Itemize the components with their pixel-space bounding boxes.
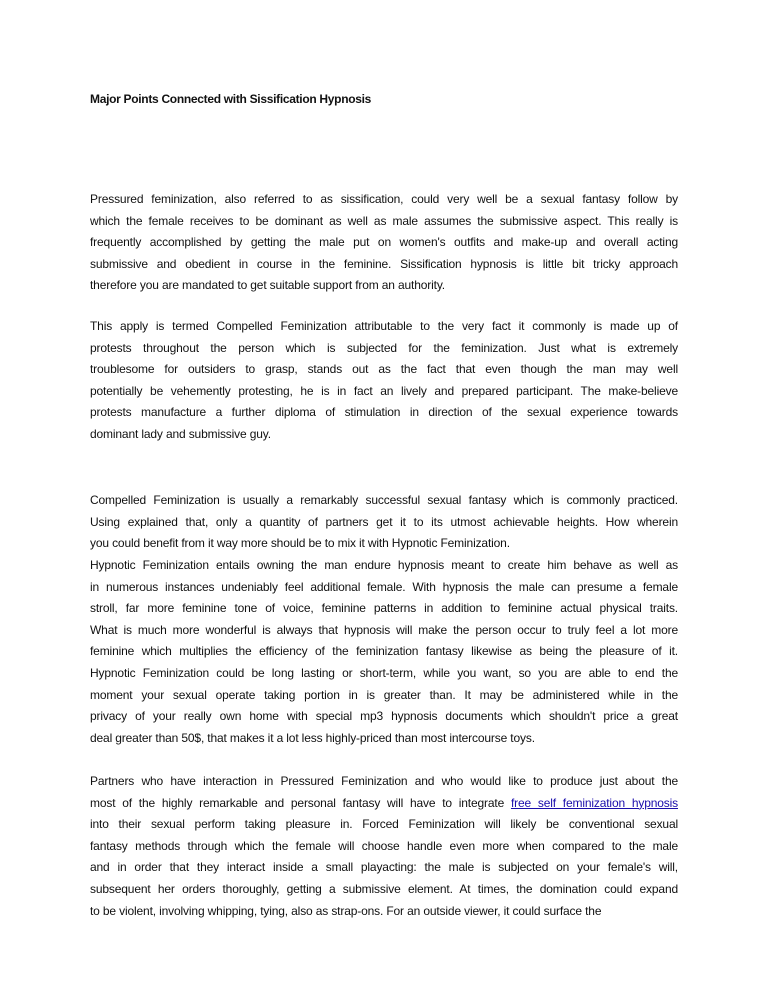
text-line: [90, 254, 678, 276]
text-line: [90, 275, 678, 297]
text-line: [90, 814, 678, 836]
text-line-content: feminine which multiplies the efficiency of the feminization fantasy likewise as being the pleasure of it.: [90, 644, 678, 659]
text-line: [90, 338, 678, 360]
text-line-content: potentially be vehemently protesting, he is in fact an lively and prepared participant. The make-believe: [90, 383, 678, 398]
text-line: [90, 211, 678, 233]
text-line: [90, 706, 678, 728]
feminization-hypnosis-link[interactable]: free self feminization hypnosis: [510, 795, 678, 810]
text-line: [90, 771, 678, 793]
text-line-content: Pressured feminization, also referred to as sissification, could very well be a sexual fantasy follow by: [90, 192, 678, 206]
text-line: [90, 901, 678, 923]
text-line-content: subsequent her orders thoroughly, getting a submissive element. At times, the domination could expand: [90, 881, 678, 896]
text-line: [90, 598, 678, 620]
text-line: [90, 359, 678, 381]
text-line: [90, 533, 678, 555]
paragraph-3: [90, 490, 678, 555]
text-line-content: fantasy methods through which the female will choose handle even more when compared to the male: [90, 838, 678, 853]
text-line: [90, 490, 678, 512]
text-line-content: frequently accomplished by getting the male put on women's outfits and make-up and overall acting: [90, 235, 678, 250]
text-line-content: dominant lady and submissive guy.: [90, 426, 271, 441]
paragraph-4: [90, 555, 678, 749]
text-line: [90, 402, 678, 424]
paragraph-1: [90, 189, 678, 297]
text-line-content: therefore you are mandated to get suitable support from an authority.: [90, 278, 445, 293]
text-line-content: into their sexual perform taking pleasure in. Forced Feminization will likely be conventional sexual: [90, 817, 678, 832]
text-line-content: Using explained that, only a quantity of partners get it to its utmost achievable heights. How wherein: [90, 514, 678, 529]
text-line-content: deal greater than 50$, that makes it a lot less highly-priced than most intercourse toys.: [90, 730, 535, 745]
text-line-content: protests manufacture a further diploma of stimulation in direction of the sexual experience towards: [90, 405, 678, 420]
text-line: [90, 189, 678, 211]
text-line-content: troublesome for outsiders to grasp, stands out as the fact that even though the man may well: [90, 362, 678, 377]
text-line: [90, 879, 678, 901]
text-line: [90, 836, 678, 858]
text-line: [90, 232, 678, 254]
text-line: [90, 512, 678, 534]
text-line-content: Partners who have interaction in Pressured Feminization and who would like to produce just about the: [90, 774, 678, 788]
text-line-content: you could benefit from it way more should be to mix it with Hypnotic Feminization.: [90, 536, 510, 551]
text-line: [90, 728, 678, 750]
text-line-content: Hypnotic Feminization could be long lasting or short-term, while you want, so you are able to end the: [90, 665, 678, 680]
text-line: [90, 577, 678, 599]
text-line: [90, 857, 678, 879]
text-line-content: to be violent, involving whipping, tying, also as strap-ons. For an outside viewer, it could surface the: [90, 903, 602, 918]
text-line-content: This apply is termed Compelled Feminization attributable to the very fact it commonly is made up of: [90, 319, 678, 333]
paragraph-5: [90, 771, 678, 922]
text-line: [90, 663, 678, 685]
text-line-content: Compelled Feminization is usually a remarkably successful sexual fantasy which is commonly practiced.: [90, 493, 678, 507]
paragraph-2: [90, 316, 678, 446]
text-line-content: protests throughout the person which is subjected for the feminization. Just what is extremely: [90, 340, 678, 355]
text-line: [90, 381, 678, 403]
text-line: [90, 555, 678, 577]
text-line-content: privacy of your really own home with special mp3 hypnosis documents which shouldn't price a great: [90, 709, 678, 724]
document-title: Major Points Connected with Sissification Hypnosis: [90, 92, 372, 106]
text-line: [90, 685, 678, 707]
text-line-content: What is much more wonderful is always that hypnosis will make the person occur to truly feel a lot more: [90, 622, 678, 637]
text-line-content: most of the highly remarkable and personal fantasy will have to integrate: [90, 795, 505, 810]
text-line-content: Hypnotic Feminization entails owning the man endure hypnosis meant to create him behave as well as: [90, 558, 678, 572]
text-line-content: moment your sexual operate taking portion in is greater than. It may be administered while in the: [90, 687, 678, 702]
text-line-content: which the female receives to be dominant as well as male assumes the submissive aspect. This really is: [90, 213, 678, 228]
text-line: [90, 424, 678, 446]
text-line: [90, 620, 678, 642]
text-line: [90, 793, 678, 815]
text-line-content: and in order that they interact inside a small playacting: the male is subjected on your female's will,: [90, 860, 678, 875]
text-line-content: in numerous instances undeniably feel additional female. With hypnosis the male can presume a female: [90, 579, 678, 594]
text-line-content: submissive and obedient in course in the feminine. Sissification hypnosis is little bit tricky approach: [90, 256, 678, 271]
text-line: [90, 641, 678, 663]
text-line-content: stroll, far more feminine tone of voice, feminine patterns in addition to feminine actual physical traits.: [90, 601, 678, 616]
text-line: [90, 316, 678, 338]
